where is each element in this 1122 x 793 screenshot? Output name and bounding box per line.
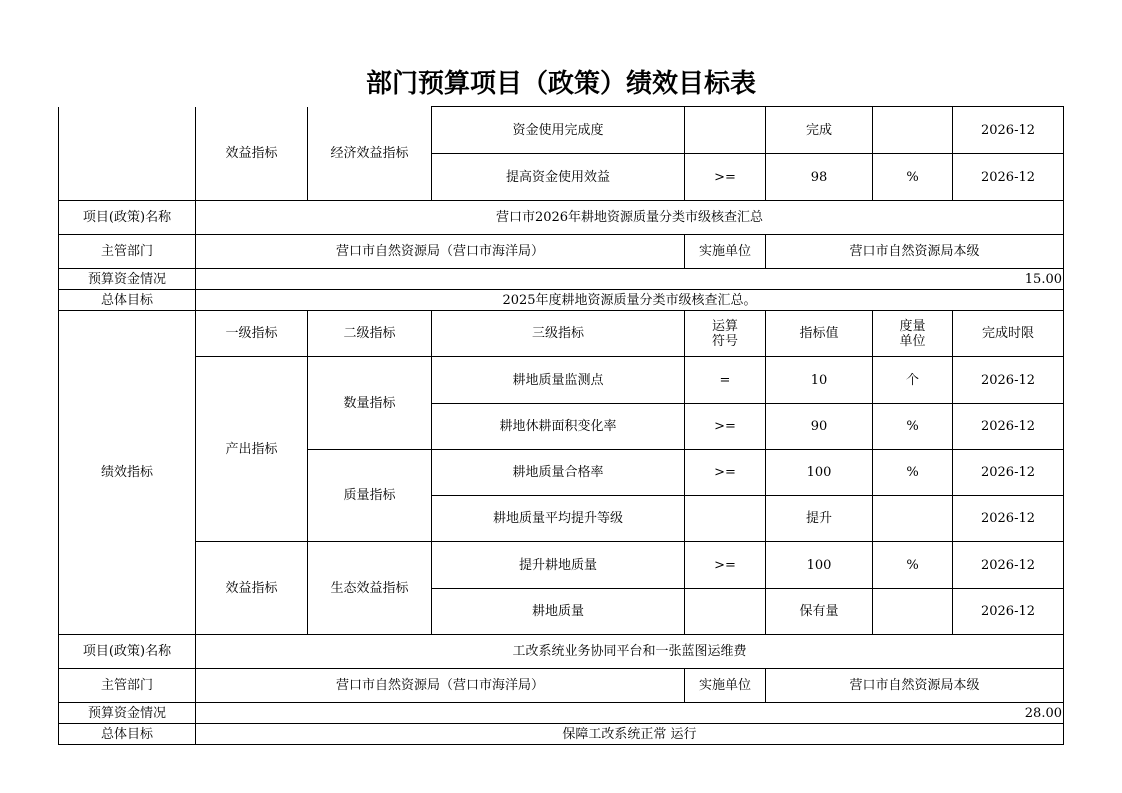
operator-cell (685, 589, 766, 635)
quality-indicator: 质量指标 (308, 450, 432, 542)
unit-cell: 个 (873, 357, 953, 404)
indicator-value: 保有量 (766, 589, 873, 635)
third-level-indicator: 提高资金使用效益 (432, 154, 685, 201)
quantity-indicator: 数量指标 (308, 357, 432, 450)
header-unit: 度量单位 (873, 311, 953, 357)
deadline-cell: 2026-12 (953, 154, 1064, 201)
unit-cell: % (873, 404, 953, 450)
deadline-cell: 2026-12 (953, 496, 1064, 542)
dept-label: 主管部门 (59, 669, 196, 703)
indicator-value: 98 (766, 154, 873, 201)
budget-value: 15.00 (196, 269, 1064, 290)
third-level-indicator: 耕地质量 (432, 589, 685, 635)
table-row (59, 107, 1064, 154)
indicator-value: 90 (766, 404, 873, 450)
page-title: 部门预算项目（政策）绩效目标表 (365, 69, 756, 99)
unit-cell: % (873, 154, 953, 201)
unit-cell: % (873, 542, 953, 589)
first-level-indicator: 效益指标 (196, 107, 308, 201)
empty-label-cell (59, 107, 196, 201)
indicator-value: 提升 (766, 496, 873, 542)
indicator-value: 100 (766, 450, 873, 496)
budget-label: 预算资金情况 (59, 703, 196, 724)
table-row (59, 542, 1064, 589)
unit-cell: % (873, 450, 953, 496)
indicator-value: 完成 (766, 107, 873, 154)
third-level-indicator: 耕地质量监测点 (432, 357, 685, 404)
benefit-indicator: 效益指标 (196, 542, 308, 635)
dept-label: 主管部门 (59, 235, 196, 269)
budget-value: 28.00 (196, 703, 1064, 724)
deadline-cell: 2026-12 (953, 542, 1064, 589)
budget-label: 预算资金情况 (59, 269, 196, 290)
operator-cell: = (685, 357, 766, 404)
third-level-indicator: 资金使用完成度 (432, 107, 685, 154)
table-row (59, 235, 1064, 269)
deadline-cell: 2026-12 (953, 589, 1064, 635)
output-indicator: 产出指标 (196, 357, 308, 542)
operator-cell: >= (685, 154, 766, 201)
table-row (59, 724, 1064, 745)
operator-cell: >= (685, 542, 766, 589)
header-deadline: 完成时限 (953, 311, 1064, 357)
deadline-cell: 2026-12 (953, 450, 1064, 496)
operator-cell (685, 107, 766, 154)
project-name: 营口市2026年耕地资源质量分类市级核查汇总 (196, 201, 1064, 235)
table-row (59, 357, 1064, 404)
impl-label: 实施单位 (685, 235, 766, 269)
dept-value: 营口市自然资源局（营口市海洋局） (196, 669, 685, 703)
header-third-level: 三级指标 (432, 311, 685, 357)
unit-cell (873, 496, 953, 542)
goal-value: 保障工改系统正常 运行 (196, 724, 1064, 745)
unit-cell (873, 589, 953, 635)
deadline-cell: 2026-12 (953, 107, 1064, 154)
indicator-value: 100 (766, 542, 873, 589)
unit-cell (873, 107, 953, 154)
third-level-indicator: 耕地质量平均提升等级 (432, 496, 685, 542)
table-row (59, 669, 1064, 703)
third-level-indicator: 耕地质量合格率 (432, 450, 685, 496)
project-name-label: 项目(政策)名称 (59, 201, 196, 235)
dept-value: 营口市自然资源局（营口市海洋局） (196, 235, 685, 269)
header-value: 指标值 (766, 311, 873, 357)
goal-value: 2025年度耕地资源质量分类市级核查汇总。 (196, 290, 1064, 311)
impl-value: 营口市自然资源局本级 (766, 235, 1064, 269)
third-level-indicator: 耕地休耕面积变化率 (432, 404, 685, 450)
project-name-label: 项目(政策)名称 (59, 635, 196, 669)
operator-cell: >= (685, 450, 766, 496)
table-row (59, 703, 1064, 724)
goal-label: 总体目标 (59, 724, 196, 745)
table-row (59, 201, 1064, 235)
header-second-level: 二级指标 (308, 311, 432, 357)
table-header-row (59, 311, 1064, 357)
eco-benefit-indicator: 生态效益指标 (308, 542, 432, 635)
goal-label: 总体目标 (59, 290, 196, 311)
table-row (59, 290, 1064, 311)
table-row (59, 635, 1064, 669)
project-name: 工改系统业务协同平台和一张蓝图运维费 (196, 635, 1064, 669)
operator-cell: >= (685, 404, 766, 450)
header-operator: 运算符号 (685, 311, 766, 357)
second-level-indicator: 经济效益指标 (308, 107, 432, 201)
deadline-cell: 2026-12 (953, 404, 1064, 450)
perf-label: 绩效指标 (59, 311, 196, 635)
performance-table (58, 106, 1064, 745)
deadline-cell: 2026-12 (953, 357, 1064, 404)
header-first-level: 一级指标 (196, 311, 308, 357)
impl-label: 实施单位 (685, 669, 766, 703)
impl-value: 营口市自然资源局本级 (766, 669, 1064, 703)
indicator-value: 10 (766, 357, 873, 404)
table-row (59, 269, 1064, 290)
operator-cell (685, 496, 766, 542)
third-level-indicator: 提升耕地质量 (432, 542, 685, 589)
